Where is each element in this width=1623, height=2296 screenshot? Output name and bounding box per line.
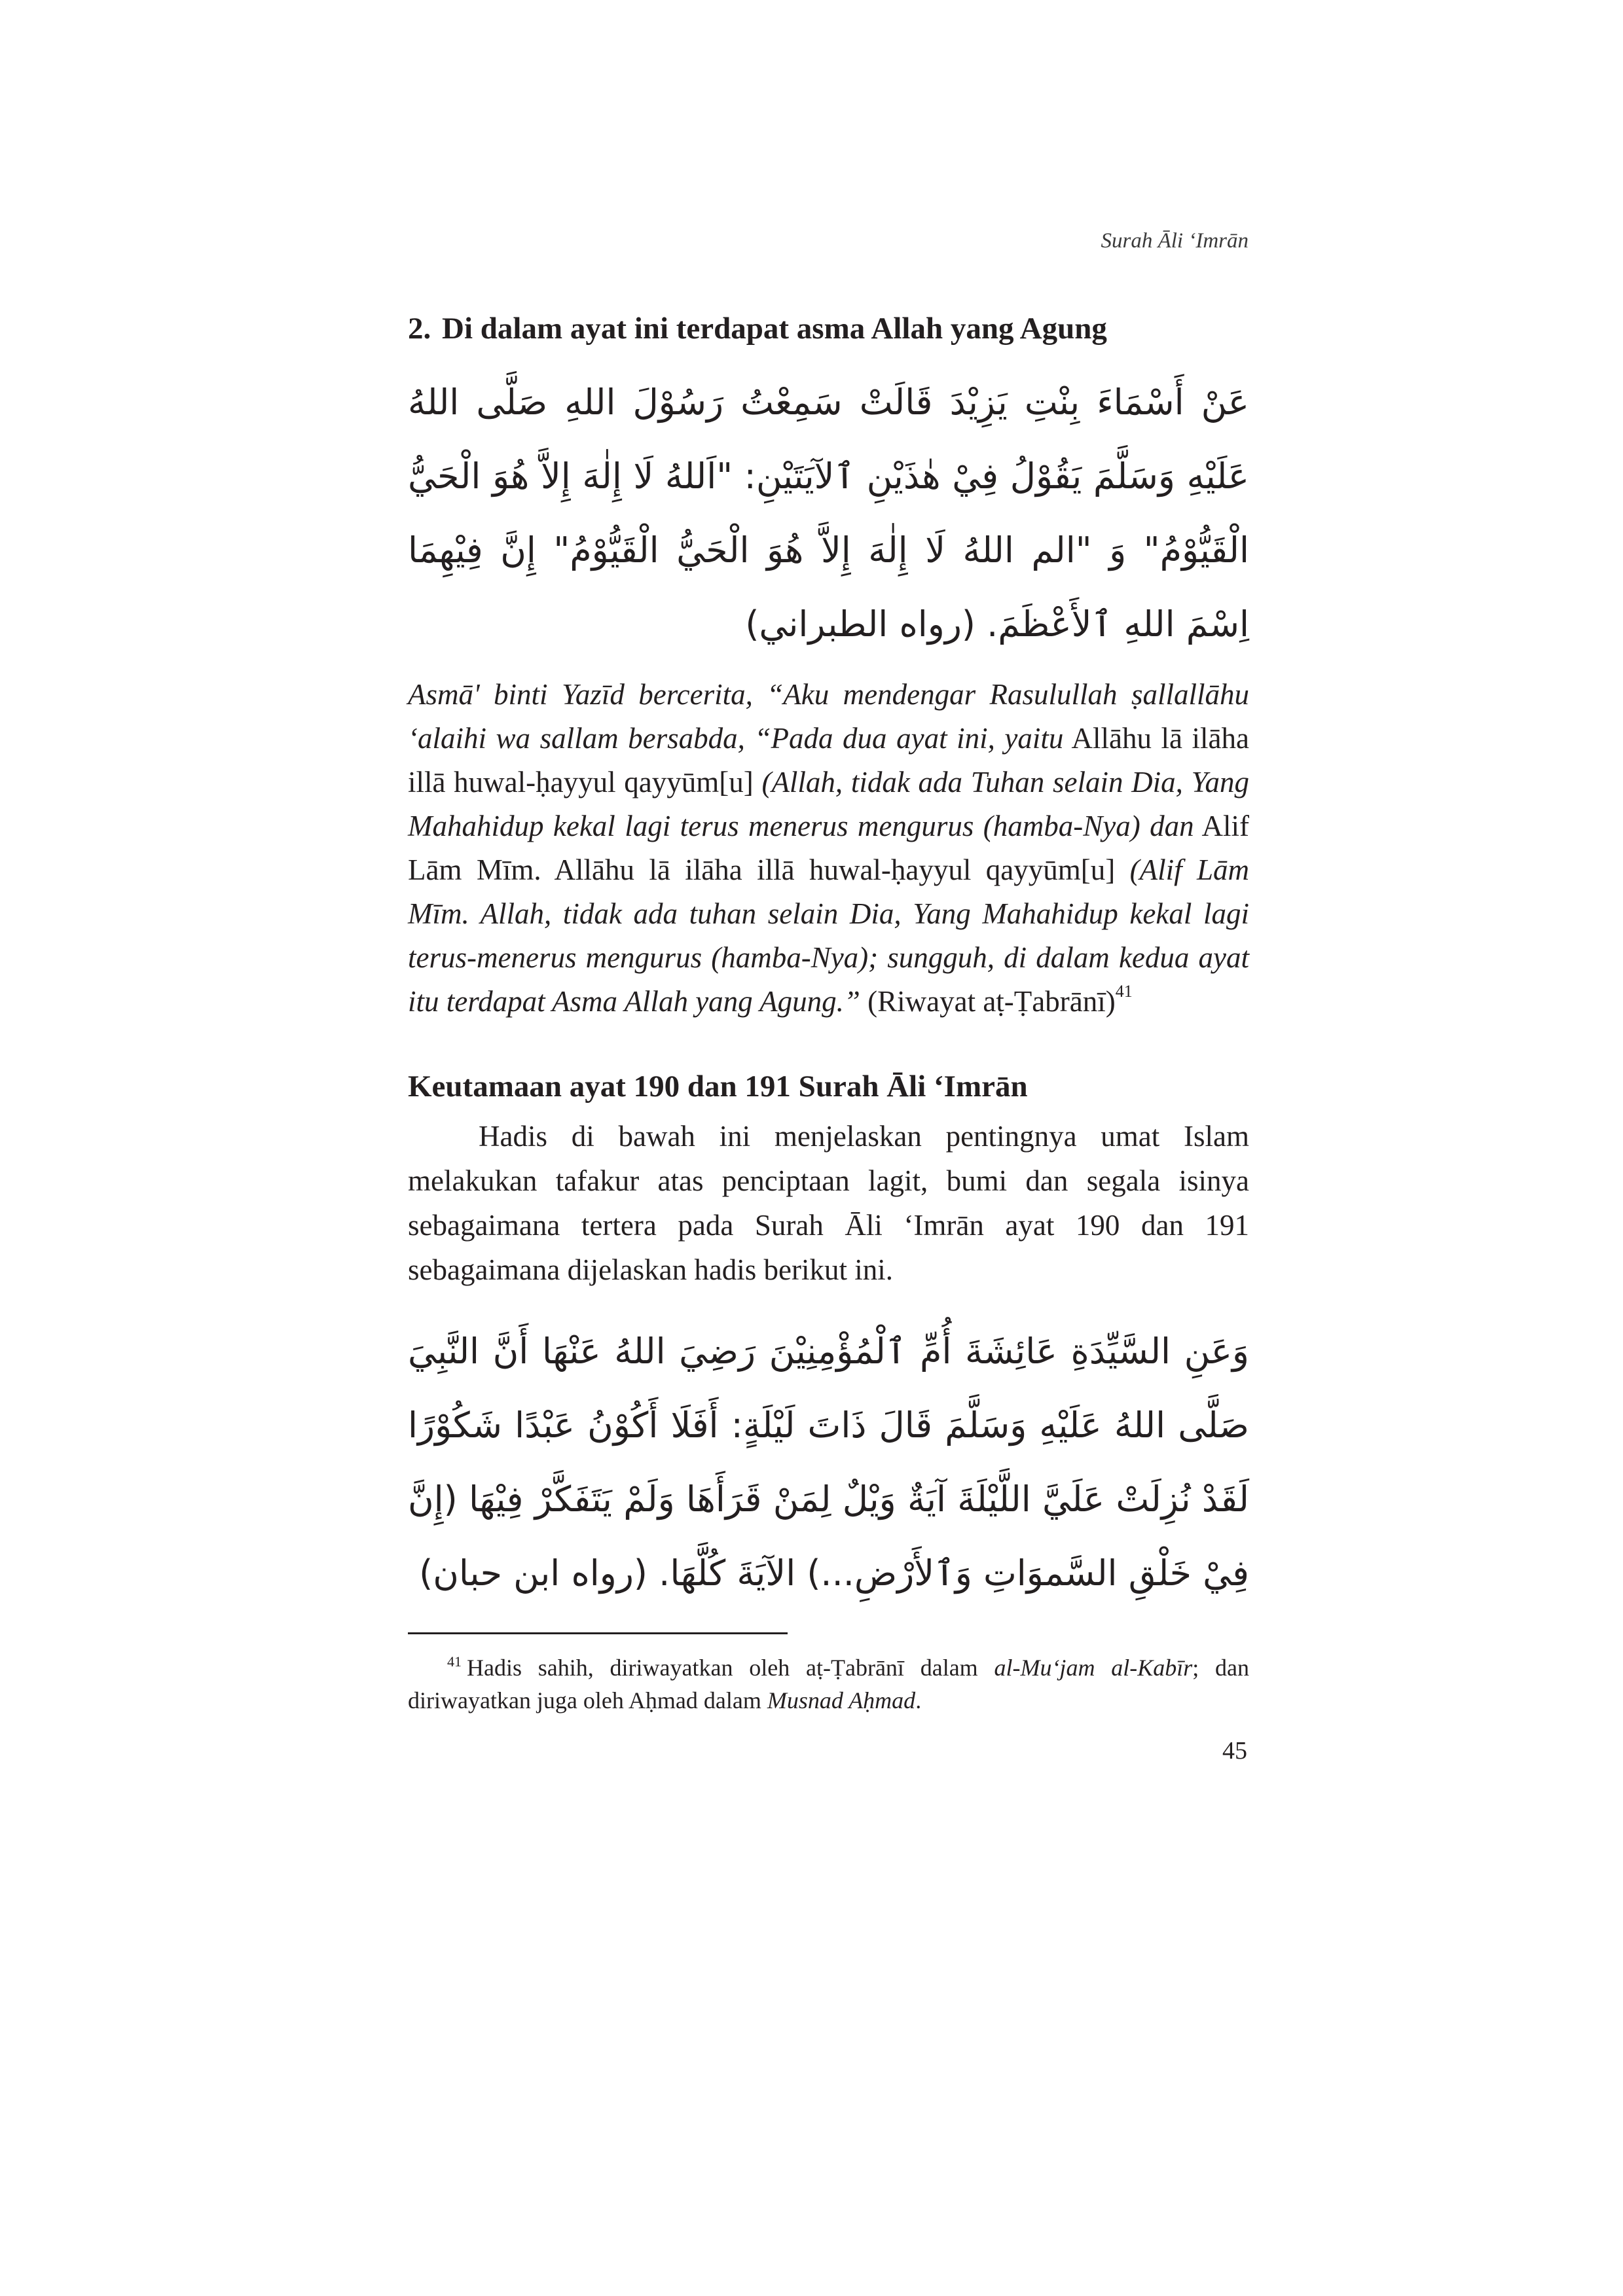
hadith-source: (Riwayat aṭ-Ṭabrānī): [867, 984, 1116, 1018]
footnote-number: 41: [447, 1653, 462, 1670]
footnote: [408, 1651, 1249, 1717]
section-number: 2.: [408, 312, 431, 346]
body-paragraph: Hadis di bawah ini menjelaskan pentingnya umat Islam melakukan tafakur atas penciptaan lagit, bumi dan segala isinya sebagaimana tertera pada Surah Āli ‘Imrān ayat 190 dan 191 sebagaimana dijelaskan hadis berikut ini.: [408, 1119, 1249, 1286]
footnote-book-title: Musnad Aḥmad: [767, 1687, 916, 1713]
translation-part: (Alif Lām Mīm. Allah, tidak ada tuhan selain Dia, Yang Mahahidup kekal lagi terus-menerus mengurus (hamba-Nya); sungguh, di dalam kedua ayat itu terdapat Asma Allah yang Agung.”: [408, 853, 1249, 1018]
footnote-divider: [408, 1632, 788, 1634]
hadith-arabic-text: عَنْ أَسْمَاءَ بِنْتِ يَزِيْدَ قَالَتْ سَمِعْتُ رَسُوْلَ اللهِ صَلَّى اللهُ عَلَيْهِ وَسَلَّمَ يَقُوْلُ فِيْ هٰذَيْنِ ٱلآيَتَيْنِ: "اَللهُ لَا إِلٰهَ إِلاَّ هُوَ الْحَيُّ الْقَيُّوْمُ" وَ "الم اللهُ لَا إِلٰهَ إِلاَّ هُوَ الْحَيُّ الْقَيُّوْمُ" إِنَّ فِيْهِمَا اِسْمَ اللهِ ٱلأَعْظَمَ. (رواه الطبراني): [408, 381, 1249, 645]
section-title: Di dalam ayat ini terdapat asma Allah yang Agung: [442, 312, 1107, 346]
page-content: [408, 308, 1249, 1717]
subsection-heading: Keutamaan ayat 190 dan 191 Surah Āli ‘Imrān: [408, 1069, 1028, 1103]
footnote-text: .: [915, 1687, 922, 1713]
translation-part: Asmā' binti Yazīd bercerita, “Aku mendengar Rasulullah ṣallallāhu ‘alaihi wa sallam bersabda, “Pada dua ayat ini, yaitu: [408, 677, 1249, 755]
running-header: Surah Āli ʻImrān: [1101, 229, 1249, 253]
footnote-text: Hadis sahih, diriwayatkan oleh aṭ-Ṭabrānī dalam: [467, 1654, 978, 1681]
footnote-text: ; dan diriwayatkan juga oleh Aḥmad dalam: [408, 1654, 1249, 1713]
transliteration-part: Alif Lām Mīm. Allāhu lā ilāha illā huwal-ḥayyul qayyūm[u]: [408, 809, 1249, 886]
translation-part: (Allah, tidak ada Tuhan selain Dia, Yang Mahahidup kekal lagi terus menerus mengurus (hamba-Nya) dan: [408, 765, 1249, 842]
hadith-translation: [408, 673, 1249, 1024]
footnote-book-title: al-Mu‘jam al-Kabīr: [994, 1654, 1193, 1681]
page-number: 45: [1222, 1737, 1247, 1765]
hadith-arabic-text-2: وَعَنِ السَّيِّدَةِ عَائِشَةَ أُمِّ ٱلْمُؤْمِنِيْنَ رَضِيَ اللهُ عَنْهَا أَنَّ النَّبِيَ صَلَّى اللهُ عَلَيْهِ وَسَلَّمَ قَالَ ذَاتَ لَيْلَةٍ: أَفَلَا أَكُوْنُ عَبْدًا شَكُوْرًا لَقَدْ نُزِلَتْ عَلَيَّ اللَّيْلَةَ آيَةٌ وَيْلٌ لِمَنْ قَرَأَهَا وَلَمْ يَتَفَكَّرْ فِيْهَا (إِنَّ فِيْ خَلْقِ السَّموَاتِ وَٱلأَرْضِ...) الآيَةَ كُلَّهَا. (رواه ابن حبان): [408, 1330, 1249, 1594]
footnote-reference: 41: [1115, 981, 1133, 1001]
transliteration-part: Allāhu lā ilāha illā huwal-ḥayyul qayyūm[u]: [408, 721, 1249, 798]
section-heading: [408, 308, 1249, 351]
